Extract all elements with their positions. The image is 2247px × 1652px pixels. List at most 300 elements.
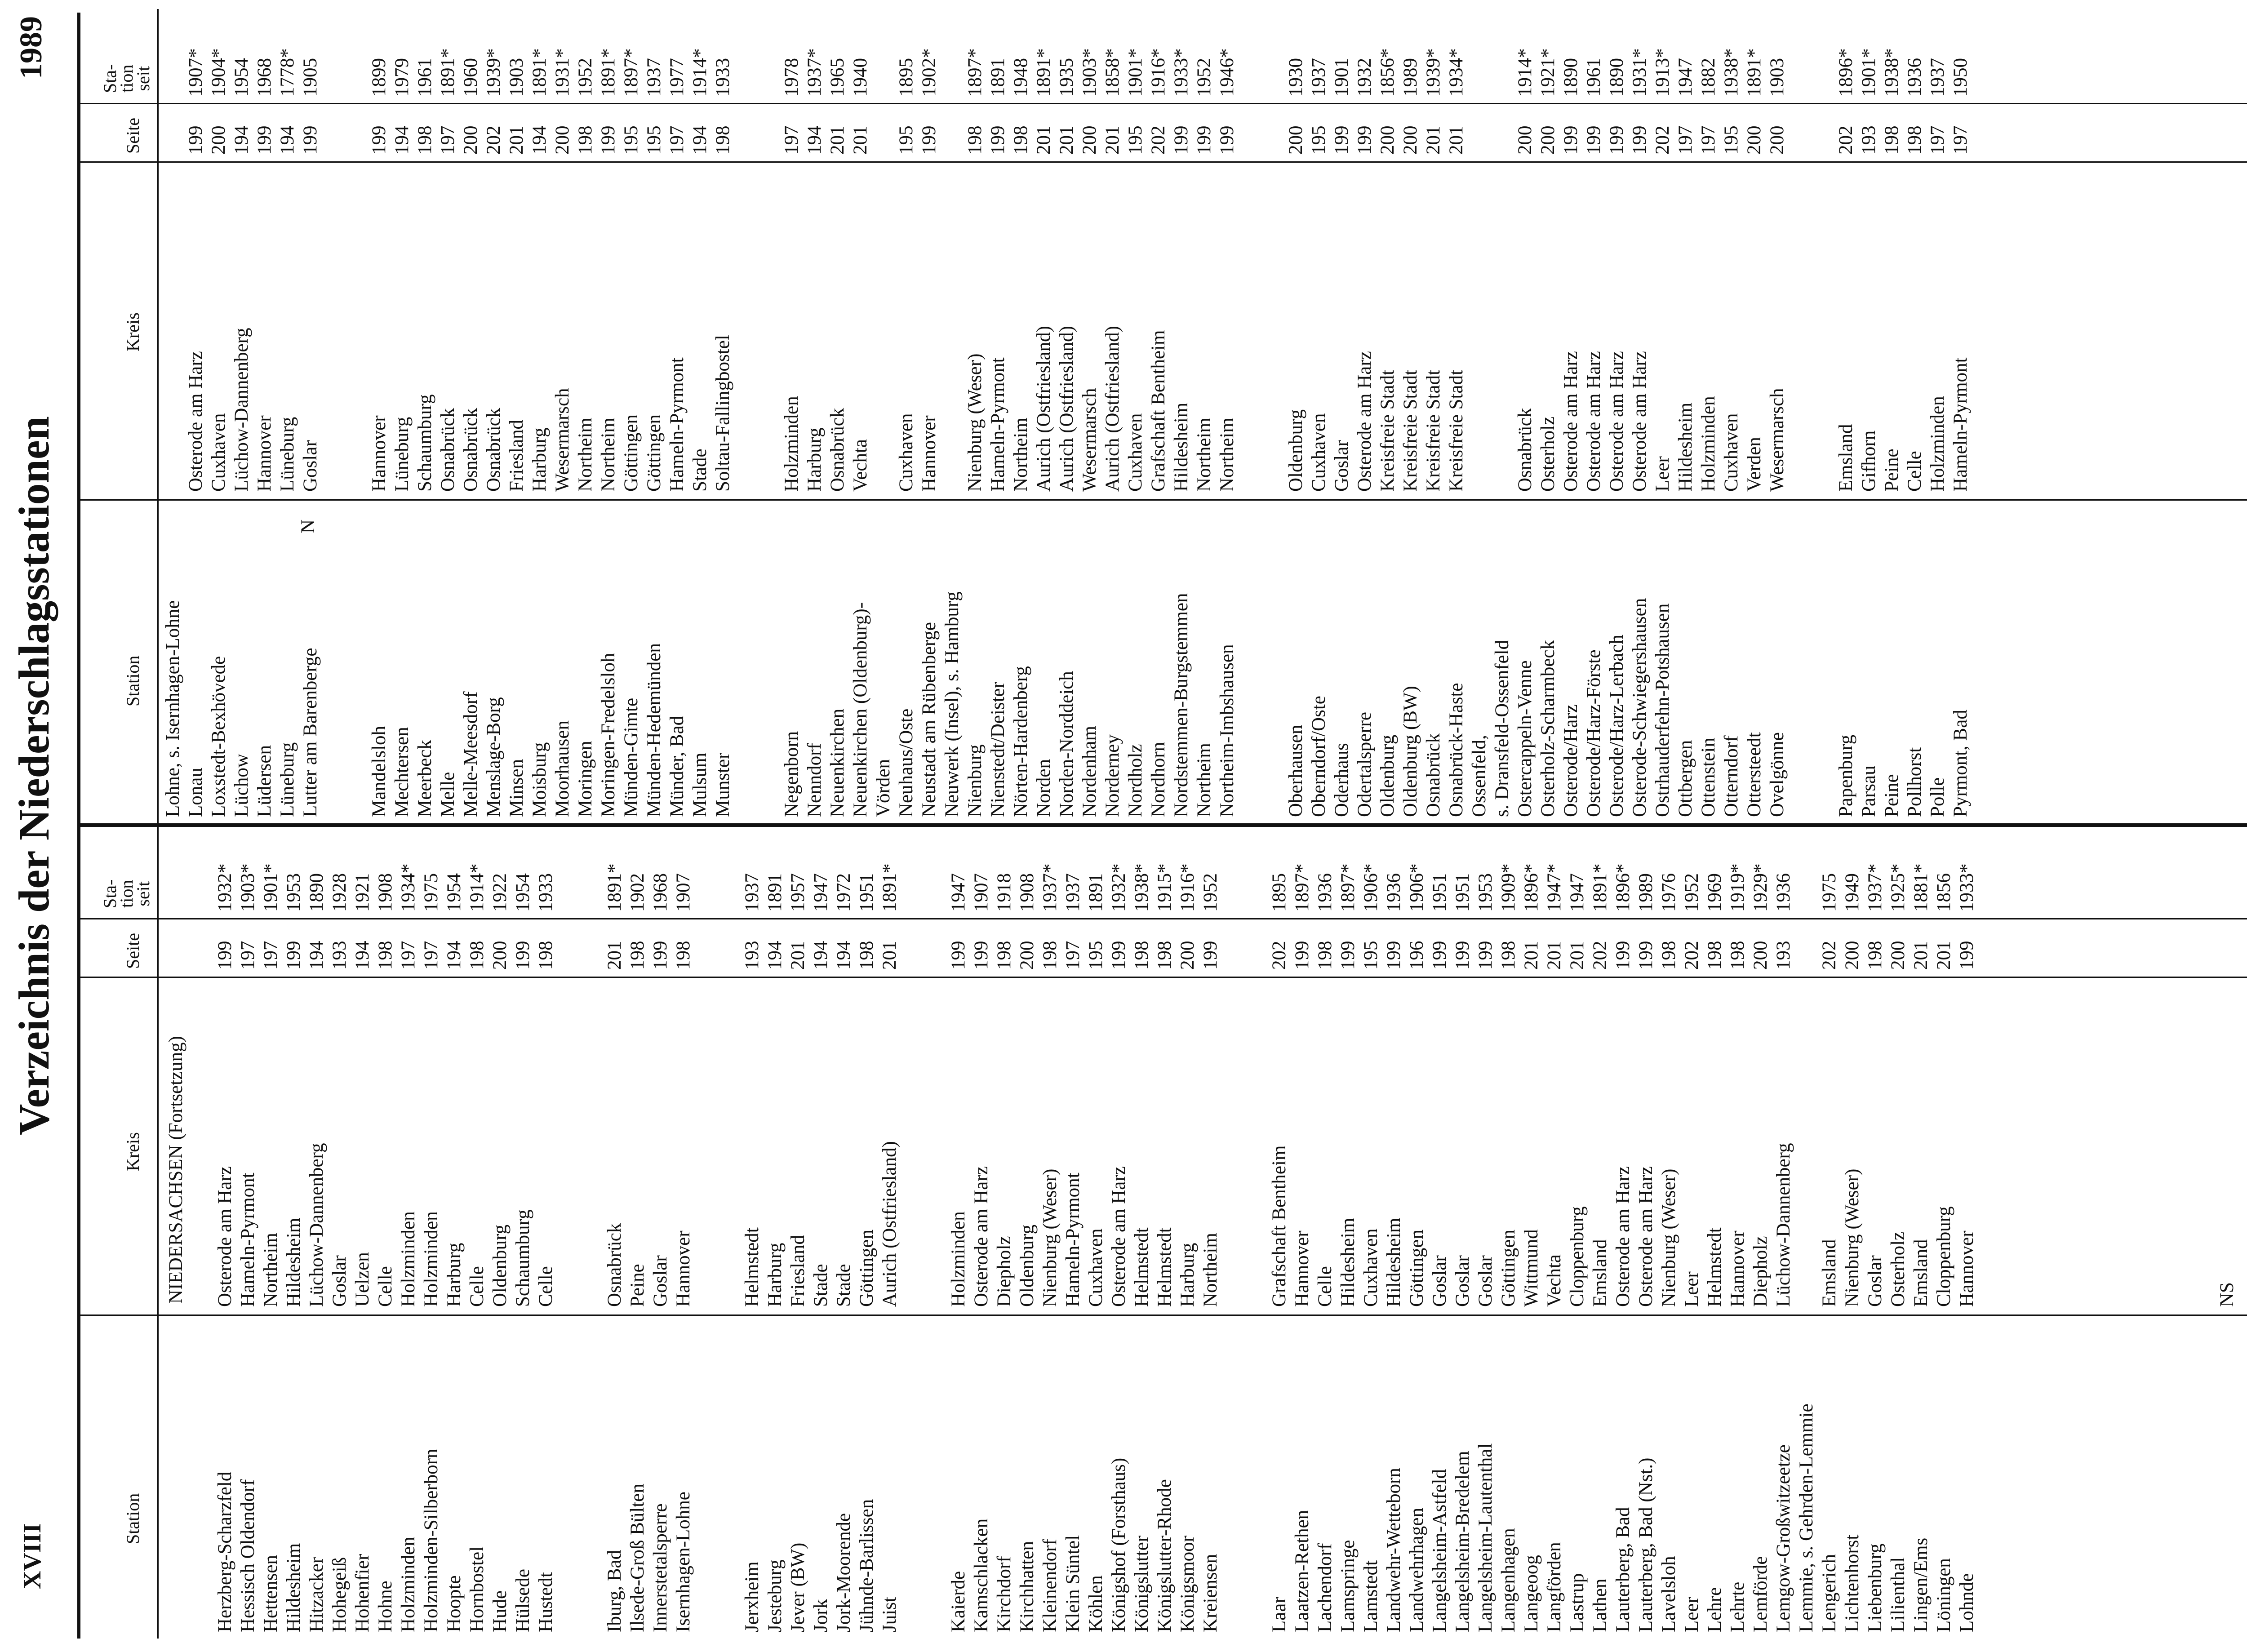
- station-name: Münden-Hedemünden: [644, 643, 665, 817]
- table-row: [482, 9, 505, 823]
- kreis-name: Hannover: [673, 1230, 694, 1307]
- seit-value: 1965: [827, 58, 848, 97]
- kreis-name: Celle: [466, 1266, 488, 1307]
- header-seit: Sta- tion seit: [100, 879, 153, 908]
- table-row: [1239, 9, 1261, 823]
- kreis-name: Friesland: [787, 1235, 808, 1307]
- station-name: Nörten-Hardenberg: [1010, 666, 1031, 817]
- table-row: [688, 9, 711, 823]
- table-row: [1566, 827, 1589, 1639]
- seite-value: 198: [712, 125, 733, 155]
- kreis-name: Celle: [535, 1266, 556, 1307]
- station-name: Otterndorf: [1721, 735, 1742, 817]
- seit-value: 1903: [506, 58, 527, 97]
- table-row: [236, 827, 259, 1639]
- seit-value: 1891*: [1033, 48, 1054, 97]
- table-row: [259, 827, 282, 1639]
- kreis-name: Schaumburg: [414, 394, 435, 492]
- seit-value: 1957: [787, 873, 808, 912]
- station-name: Hildesheim: [283, 1543, 304, 1632]
- kreis-name: Northeim: [260, 1233, 281, 1307]
- seit-value: 1925*: [1887, 863, 1909, 912]
- seite-value: 198: [1865, 941, 1886, 970]
- seite-value: 199: [1583, 125, 1604, 155]
- table-row: [757, 9, 780, 823]
- seite-value: 197: [1950, 125, 1971, 155]
- kreis-name: Goslar: [1429, 1255, 1450, 1307]
- seite-value: 199: [1383, 941, 1404, 970]
- seit-value: 1953: [283, 873, 304, 912]
- table-row: [534, 827, 557, 1639]
- seite-value: 194: [529, 125, 550, 155]
- table-row: [1261, 9, 1284, 823]
- station-name: Juist: [879, 1597, 900, 1632]
- kreis-name: Hameln-Pyrmont: [666, 357, 688, 492]
- kreis-name: Osnabrück: [437, 408, 458, 492]
- table-row: [1176, 827, 1199, 1639]
- station-name: Kamschlacken: [971, 1518, 992, 1632]
- station-name: Ostercappeln-Venne: [1514, 660, 1536, 817]
- table-row: [1353, 9, 1376, 823]
- seit-value: 1896*: [1612, 863, 1634, 912]
- table-row: [1864, 827, 1887, 1639]
- seite-value: 201: [1056, 125, 1077, 155]
- station-name: Ovelgönne: [1767, 732, 1788, 817]
- station-name: Northeim: [1194, 743, 1215, 817]
- kreis-name: Goslar: [300, 440, 321, 492]
- seite-value: 199: [1337, 941, 1359, 970]
- station-name: Iburg, Bad: [604, 1550, 625, 1632]
- table-row: [695, 827, 718, 1639]
- seit-value: 1947: [1567, 873, 1588, 912]
- seite-value: 195: [621, 125, 642, 155]
- table-row: [413, 9, 436, 823]
- table-row: [1314, 827, 1337, 1639]
- seit-value: 1937*: [1865, 863, 1886, 912]
- table-row: [420, 827, 443, 1639]
- table-row: [1926, 9, 1949, 823]
- station-name: Pyrmont, Bad: [1950, 710, 1971, 817]
- kreis-name: Göttingen: [621, 414, 642, 492]
- station-name: Oldenburg (BW): [1400, 686, 1421, 817]
- seite-value: 198: [535, 941, 556, 970]
- seite-value: 198: [1498, 941, 1519, 970]
- header-station: Station: [123, 655, 143, 706]
- kreis-name: Osnabrück: [827, 408, 848, 492]
- kreis-name: Osterode am Harz: [214, 1166, 235, 1307]
- seite-value: 198: [575, 125, 596, 155]
- table-row: [1772, 827, 1795, 1639]
- seit-value: 1906*: [1360, 863, 1381, 912]
- seite-value: 194: [804, 125, 825, 155]
- seite-value: 199: [369, 125, 390, 155]
- kreis-name: Holzminden: [398, 1211, 419, 1307]
- seit-value: 1933: [712, 58, 733, 97]
- seit-value: 1931*: [552, 48, 573, 97]
- seite-value: 200: [489, 941, 511, 970]
- station-name: Neuwerk (Insel), s. Hamburg: [941, 591, 963, 817]
- header-seite: Seite: [123, 118, 143, 154]
- seite-value: 199: [650, 941, 671, 970]
- seit-value: 1989: [1400, 58, 1421, 97]
- seit-value: 1778*: [277, 48, 298, 97]
- table-row: [345, 9, 368, 823]
- table-row: [1834, 9, 1857, 823]
- seit-value: 1937*: [1039, 863, 1061, 912]
- kreis-name: Osterode am Harz: [1354, 351, 1375, 492]
- seit-value: 1947*: [1544, 863, 1565, 912]
- seite-value: 199: [1292, 941, 1313, 970]
- table-row: [734, 9, 757, 823]
- seite-value: 197: [666, 125, 688, 155]
- seit-value: 1895: [896, 58, 917, 97]
- seite-value: 199: [1629, 125, 1650, 155]
- kreis-name: Holzminden: [781, 396, 802, 492]
- seit-value: 1881*: [1910, 863, 1932, 912]
- table-row: [649, 827, 672, 1639]
- seite-value: 199: [185, 125, 206, 155]
- left-column-block: [80, 827, 2247, 1639]
- seit-value: 1977: [666, 58, 688, 97]
- kreis-name: Oldenburg: [1017, 1224, 1038, 1307]
- kreis-name: Kreisfreie Stadt: [1400, 369, 1421, 492]
- table-row: [964, 9, 986, 823]
- table-row: [1032, 9, 1055, 823]
- seit-value: 1891: [764, 873, 786, 912]
- table-row: [970, 827, 993, 1639]
- seit-value: 1921*: [1537, 48, 1559, 97]
- seite-value: 198: [1658, 941, 1679, 970]
- station-name: Moringen: [575, 741, 596, 817]
- station-name: Isernhagen-Lohne: [673, 1492, 694, 1632]
- seit-value: 1890: [1560, 58, 1581, 97]
- kreis-name: Northeim: [1010, 417, 1031, 492]
- kreis-name: Göttingen: [644, 414, 665, 492]
- seite-value: 200: [1750, 941, 1771, 970]
- table-row: [626, 827, 649, 1639]
- right-rows: [161, 9, 1972, 823]
- station-name: Jühnde-Barlissen: [856, 1499, 877, 1632]
- table-row: [993, 827, 1016, 1639]
- station-name: Lehre: [1704, 1587, 1725, 1632]
- kreis-name: Cuxhaven: [1360, 1228, 1381, 1307]
- kreis-name: Wesermarsch: [1767, 388, 1788, 492]
- table-row: [1428, 827, 1451, 1639]
- seit-value: 1968: [254, 58, 275, 97]
- kreis-name: Northeim: [598, 417, 619, 492]
- seit-value: 1858*: [1102, 48, 1123, 97]
- seite-value: 199: [512, 941, 533, 970]
- station-name: Osterholz-Scharmbeck: [1537, 639, 1559, 817]
- seit-value: 1937*: [804, 48, 825, 97]
- seite-value: 199: [1429, 941, 1450, 970]
- kreis-name: Northeim: [1217, 417, 1238, 492]
- station-name: Langelsheim-Lautenthal: [1475, 1443, 1496, 1632]
- seite-value: 198: [375, 941, 396, 970]
- kreis-name: Nienburg (Weser): [1658, 1168, 1679, 1307]
- station-name: Vörden: [873, 759, 894, 817]
- seit-value: 1903*: [237, 863, 258, 912]
- table-row: [1795, 827, 1818, 1639]
- table-row: [557, 827, 580, 1639]
- table-row: [620, 9, 643, 823]
- seite-value: 199: [1331, 125, 1352, 155]
- seite-value: 201: [1544, 941, 1565, 970]
- station-name: Northeim-Imbshausen: [1217, 644, 1238, 817]
- station-name: Lemmie, s. Gehrden-Lemmie: [1796, 1403, 1817, 1632]
- n-marker: N: [298, 519, 319, 533]
- kreis-name: Aurich (Ostfriesland): [1102, 326, 1123, 492]
- seite-value: 200: [1017, 941, 1038, 970]
- header-seit: Sta- tion seit: [100, 64, 153, 93]
- kreis-name: Oldenburg: [1285, 409, 1306, 492]
- table-row: [305, 827, 328, 1639]
- seite-value: 196: [1406, 941, 1427, 970]
- kreis-name: Northeim: [1200, 1233, 1221, 1307]
- seit-value: 1903*: [1079, 48, 1100, 97]
- seit-value: 1972: [833, 873, 854, 912]
- table-row: [1680, 827, 1703, 1639]
- seit-value: 1891*: [437, 48, 458, 97]
- kreis-name: Cuxhaven: [1721, 413, 1742, 492]
- kreis-name: Cuxhaven: [896, 413, 917, 492]
- seit-value: 1937: [1062, 873, 1084, 912]
- table-row: [1497, 827, 1520, 1639]
- seit-value: 1908: [1017, 873, 1038, 912]
- seite-value: 199: [1354, 125, 1375, 155]
- seit-value: 1940: [850, 58, 871, 97]
- seite-value: 198: [466, 941, 488, 970]
- station-name: Münden-Gimte: [621, 697, 642, 817]
- table-row: [488, 827, 511, 1639]
- station-name: Nordholz: [1125, 744, 1146, 817]
- table-row: [1726, 827, 1749, 1639]
- table-row: [1376, 9, 1399, 823]
- right-column-block: [80, 9, 2247, 827]
- seit-value: 1953: [1475, 873, 1496, 912]
- kreis-name: Nienburg (Weser): [964, 353, 986, 492]
- kreis-name: Holzminden: [948, 1211, 969, 1307]
- kreis-name: Lüneburg: [391, 417, 413, 492]
- table-row: [901, 827, 924, 1639]
- kreis-name: Osterholz: [1887, 1231, 1909, 1307]
- kreis-name: Verden: [1744, 437, 1765, 492]
- seite-value: 198: [1704, 941, 1725, 970]
- seit-value: 1882: [1698, 58, 1719, 97]
- seite-value: 200: [460, 125, 481, 155]
- table-row: [551, 9, 574, 823]
- seite-value: 201: [506, 125, 527, 155]
- station-name: Oberndorf/Oste: [1308, 696, 1329, 817]
- station-name: Osnabrück-Haste: [1446, 683, 1467, 817]
- seite-value: 194: [444, 941, 465, 970]
- table-row: [1101, 9, 1124, 823]
- seit-value: 1936: [1904, 58, 1925, 97]
- seite-value: 201: [850, 125, 871, 155]
- seite-value: 198: [627, 941, 648, 970]
- seite-value: 198: [994, 941, 1015, 970]
- kreis-name: Goslar: [1865, 1255, 1886, 1307]
- seit-value: 1950: [1950, 58, 1971, 97]
- header-kreis: Kreis: [123, 1132, 143, 1171]
- kreis-name: Osnabrück: [1514, 408, 1536, 492]
- station-name: Kaierde: [948, 1571, 969, 1632]
- seite-value: 193: [742, 941, 763, 970]
- station-name: Peine: [1881, 774, 1902, 817]
- kreis-name: Holzminden: [421, 1211, 442, 1307]
- table-row: [1422, 9, 1445, 823]
- seite-value: 201: [1521, 941, 1542, 970]
- table-row: [1818, 827, 1841, 1639]
- seit-value: 1933*: [1171, 48, 1192, 97]
- station-name: Neuenkirchen: [827, 708, 848, 817]
- seite-value: 199: [1612, 941, 1634, 970]
- seit-value: 1937: [1308, 58, 1329, 97]
- station-name: Ottbergen: [1675, 740, 1696, 817]
- seit-value: 1891*: [604, 863, 625, 912]
- table-row: [803, 9, 826, 823]
- station-name: Landwehrhagen: [1406, 1508, 1427, 1632]
- seite-value: 200: [1887, 941, 1909, 970]
- kreis-name: Hildesheim: [283, 1217, 304, 1307]
- station-name: Jork: [810, 1599, 831, 1632]
- table-row: [1559, 9, 1582, 823]
- station-name: Hohegeiß: [329, 1557, 350, 1632]
- table-row: [436, 9, 459, 823]
- kreis-name: Lüchow-Dannenberg: [231, 328, 252, 492]
- station-name: Polle: [1927, 777, 1948, 817]
- seite-value: 194: [810, 941, 831, 970]
- station-name: Norderney: [1102, 734, 1123, 817]
- station-name: Laar: [1269, 1597, 1290, 1632]
- kreis-name: Osnabrück: [604, 1223, 625, 1307]
- seit-value: 1901*: [1125, 48, 1146, 97]
- seite-value: 200: [1767, 125, 1788, 155]
- seite-value: 200: [552, 125, 573, 155]
- station-name: Melle: [437, 772, 458, 817]
- seite-value: 200: [1377, 125, 1398, 155]
- seite-value: 199: [1606, 125, 1627, 155]
- seite-value: 199: [1560, 125, 1581, 155]
- table-row: [1107, 827, 1130, 1639]
- table-row: [1743, 9, 1766, 823]
- station-name: Osterode/Harz: [1560, 704, 1581, 817]
- station-name: Königsmoor: [1177, 1536, 1198, 1632]
- kreis-name: Soltau-Fallingbostel: [712, 335, 733, 492]
- kreis-name: Cuxhaven: [1308, 413, 1329, 492]
- station-name: Mulsum: [689, 752, 711, 817]
- seit-value: 1938*: [1721, 48, 1742, 97]
- seite-value: 201: [1423, 125, 1444, 155]
- station-name: Ottersteedt: [1744, 732, 1765, 817]
- kreis-name: Osnabrück: [460, 408, 481, 492]
- seite-value: 197: [781, 125, 802, 155]
- station-name: Meerbeck: [414, 740, 435, 817]
- table-row: [741, 827, 764, 1639]
- seite-value: 198: [1881, 125, 1902, 155]
- table-row: [1857, 9, 1880, 823]
- station-name: Neuhaus/Oste: [896, 708, 917, 817]
- station-name: Oderhaus: [1331, 743, 1352, 817]
- kreis-name: Wesermarsch: [1079, 388, 1100, 492]
- station-name: Norden: [1033, 759, 1054, 817]
- seit-value: 1931*: [1629, 48, 1650, 97]
- seite-value: 197: [1675, 125, 1696, 155]
- table-row: [1268, 827, 1291, 1639]
- kreis-name: Stade: [810, 1264, 831, 1307]
- station-name: Lavelsloh: [1658, 1556, 1679, 1632]
- kreis-name: Lüneburg: [277, 417, 298, 492]
- table-row: [328, 827, 351, 1639]
- station-name: Lauterberg, Bad (Nst.): [1635, 1457, 1656, 1632]
- kreis-name: Vechta: [850, 439, 871, 492]
- seit-value: 1961: [414, 58, 435, 97]
- kreis-name: Osterode am Harz: [1108, 1166, 1129, 1307]
- kreis-name: Osterholz: [1537, 416, 1559, 492]
- seit-value: 1915*: [1154, 863, 1175, 912]
- seite-value: 202: [1835, 125, 1856, 155]
- table-row: [397, 827, 420, 1639]
- table-row: [276, 9, 299, 823]
- seite-value: 194: [391, 125, 413, 155]
- station-name: Nordenham: [1079, 726, 1100, 817]
- station-name: Kirchdorf: [994, 1556, 1015, 1632]
- table-row: [466, 827, 488, 1639]
- table-row: [849, 9, 872, 823]
- kreis-name: Kreisfreie Stadt: [1377, 369, 1398, 492]
- table-row: [1009, 9, 1032, 823]
- seite-value: 202: [1819, 941, 1840, 970]
- table-row: [924, 827, 947, 1639]
- seit-value: 1908: [375, 873, 396, 912]
- station-name: Lilienthal: [1887, 1557, 1909, 1632]
- table-row: [1910, 827, 1932, 1639]
- seite-value: 199: [1171, 125, 1192, 155]
- seit-value: 1891*: [529, 48, 550, 97]
- station-name: Ilsede-Groß Bülten: [627, 1483, 648, 1632]
- table-row: [511, 827, 534, 1639]
- kreis-name: Osterode am Harz: [1583, 351, 1604, 492]
- table-row: [1612, 827, 1634, 1639]
- table-row: [1405, 827, 1428, 1639]
- seite-value: 198: [856, 941, 877, 970]
- kreis-name: Harburg: [804, 427, 825, 492]
- seit-value: 1914*: [689, 48, 711, 97]
- seite-value: 200: [1079, 125, 1100, 155]
- seit-value: 1929*: [1750, 863, 1771, 912]
- table-row: [1932, 827, 1955, 1639]
- seit-value: 1902: [627, 873, 648, 912]
- kreis-name: Grafschaft Bentheim: [1269, 1145, 1290, 1307]
- kreis-name: Göttingen: [1406, 1230, 1427, 1307]
- seite-value: 201: [787, 941, 808, 970]
- seite-value: 202: [1269, 941, 1290, 970]
- table-row: [1720, 9, 1743, 823]
- table-row: [1153, 827, 1176, 1639]
- seite-value: 199: [254, 125, 275, 155]
- table-row: [1039, 827, 1061, 1639]
- table-row: [1491, 9, 1514, 823]
- seite-value: 200: [1514, 125, 1536, 155]
- table-row: [1468, 9, 1491, 823]
- table-row: [1193, 9, 1216, 823]
- seite-value: 200: [1842, 941, 1863, 970]
- table-row: [1359, 827, 1382, 1639]
- year: 1989: [14, 16, 49, 79]
- seit-value: 1916*: [1148, 48, 1169, 97]
- kreis-name: Harburg: [529, 427, 550, 492]
- kreis-name: Holzminden: [1698, 396, 1719, 492]
